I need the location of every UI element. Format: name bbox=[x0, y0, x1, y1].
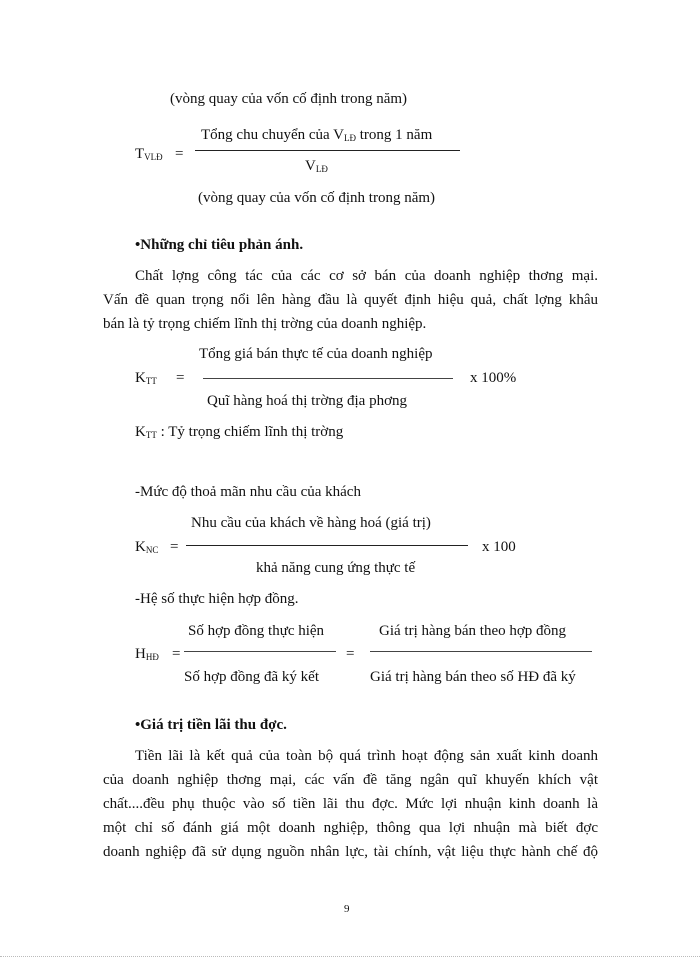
section-heading-indicators: •Những chỉ tiêu phản ánh. bbox=[135, 237, 304, 253]
ktt-multiplier: x 100% bbox=[470, 370, 517, 386]
paragraph-line: doanh nghiệp đã sử dụng nguồn nhân lực, tài chính, vật liệu thực hành chế độ bbox=[103, 844, 598, 860]
hhd-denominator-2: Giá trị hàng bán theo số HĐ đã ký bbox=[370, 669, 576, 685]
hhd-equals-1: = bbox=[172, 646, 181, 662]
knc-numerator: Nhu cầu của khách về hàng hoá (giá trị) bbox=[191, 515, 431, 531]
page-number: 9 bbox=[344, 903, 350, 915]
paragraph-line: Chất lợng công tác của các cơ sở bán của doanh nghiệp thơng mại. bbox=[135, 268, 598, 284]
vld-fraction-bar bbox=[195, 150, 460, 151]
paragraph-line: chất....đều phụ thuộc vào số tiền lãi thu đợc. Mức lợi nhuận kinh doanh là bbox=[103, 796, 598, 812]
paragraph-line: bán là tỷ trọng chiếm lĩnh thị trờng của doanh nghiệp. bbox=[103, 316, 427, 332]
hhd-title: -Hệ số thực hiện hợp đồng. bbox=[135, 591, 299, 607]
ktt-equals: = bbox=[176, 370, 185, 386]
vld-numerator: Tổng chu chuyển của $V_{LĐ}$ trong 1 năm bbox=[201, 127, 433, 143]
page-bottom-divider bbox=[0, 956, 700, 957]
hhd-denominator-1: Số hợp đồng đã ký kết bbox=[184, 669, 320, 685]
ktt-denominator: Quĩ hàng hoá thị trờng địa phơng bbox=[207, 393, 408, 409]
paragraph-line: Tiền lãi là kết quả của toàn bộ quá trình hoạt động sản xuất kinh doanh bbox=[135, 748, 598, 764]
knc-denominator: khả năng cung ứng thực tế bbox=[256, 560, 416, 576]
hhd-lhs: $H_{HĐ}$ bbox=[135, 646, 159, 662]
ktt-fraction-bar bbox=[203, 378, 453, 379]
section1-paragraph bbox=[103, 264, 598, 336]
hhd-numerator-2: Giá trị hàng bán theo hợp đồng bbox=[379, 623, 567, 639]
ktt-definition: $K_{TT}$ : Tỷ trọng chiếm lĩnh thị trờng bbox=[135, 424, 344, 440]
knc-title: -Mức độ thoả mãn nhu cầu của khách bbox=[135, 484, 361, 500]
paragraph-line: của doanh nghiệp thơng mại, các vấn đề tăng ngân quĩ khuyến khích vật bbox=[103, 772, 598, 788]
bullet-icon: • bbox=[135, 237, 141, 253]
knc-equals: = bbox=[170, 539, 179, 555]
knc-lhs: $K_{NC}$ bbox=[135, 539, 159, 555]
vld-denominator: $V_{LĐ}$ bbox=[305, 158, 328, 174]
knc-multiplier: x 100 bbox=[482, 539, 516, 555]
paragraph-line: Vấn đề quan trọng nổi lên hàng đầu là quyết định hiệu quả, chất lợng khâu bbox=[103, 292, 598, 308]
paragraph-line: một chỉ số đánh giá một doanh nghiệp, thông qua lợi nhuận mà biết đợc bbox=[103, 820, 598, 836]
hhd-numerator-1: Số hợp đồng thực hiện bbox=[188, 623, 325, 639]
ktt-numerator: Tổng giá bán thực tế của doanh nghiệp bbox=[199, 346, 433, 362]
vld-lhs: $T_{VLĐ}$ bbox=[135, 146, 163, 162]
knc-fraction-bar bbox=[186, 545, 468, 546]
bullet-icon: • bbox=[135, 717, 141, 733]
vld-note-bottom: (vòng quay của vốn cố định trong năm) bbox=[198, 190, 436, 206]
section2-paragraph bbox=[103, 744, 598, 864]
vld-equals: = bbox=[175, 146, 184, 162]
hhd-equals-2: = bbox=[346, 646, 355, 662]
ktt-lhs: $K_{TT}$ bbox=[135, 370, 157, 386]
hhd-fraction-bar-1 bbox=[184, 651, 336, 652]
hhd-fraction-bar-2 bbox=[370, 651, 592, 652]
vld-note-top: (vòng quay của vốn cố định trong năm) bbox=[170, 91, 408, 107]
section-heading-profit: •Giá trị tiền lãi thu đợc. bbox=[135, 717, 287, 733]
